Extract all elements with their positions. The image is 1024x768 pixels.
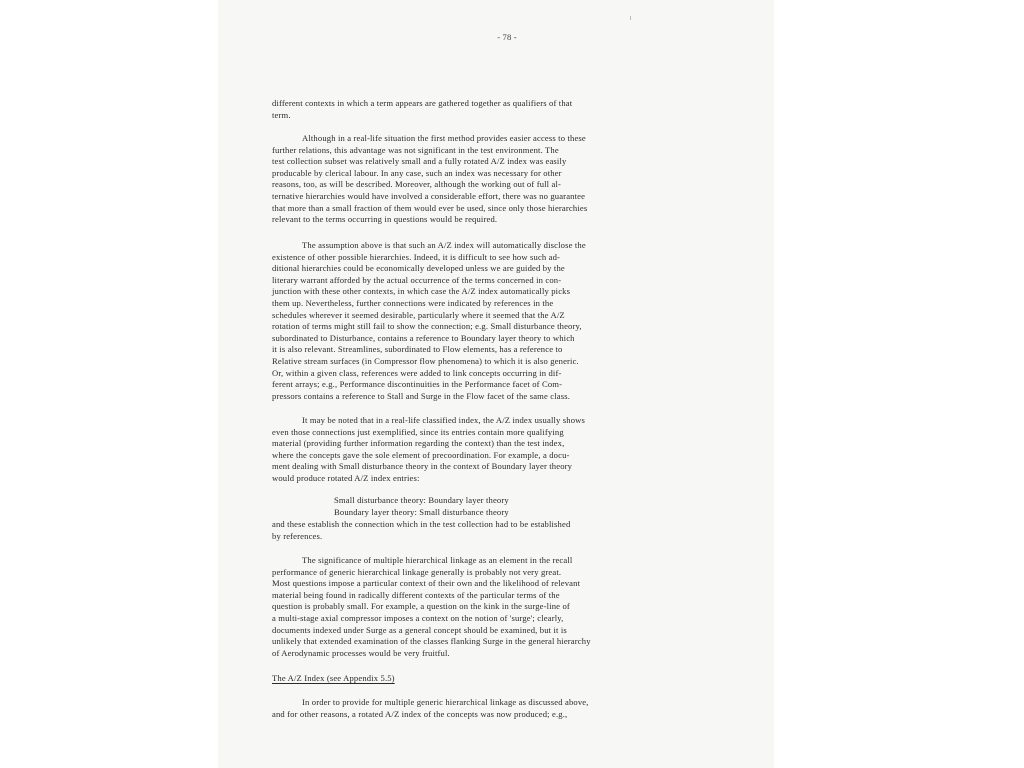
text-line: Or, within a given class, references were added to link concepts occurring in dif- xyxy=(272,367,562,378)
text-line: documents indexed under Surge as a general concept should be examined, but it is xyxy=(272,624,567,635)
text-line: by references. xyxy=(272,530,323,541)
text-line: it is also relevant. Streamlines, subordinated to Flow elements, has a reference to xyxy=(272,344,563,355)
text-line: producable by clerical labour. In any case, such an index was necessary for other xyxy=(272,167,562,178)
text-line: further relations, this advantage was not significant in the test environment. The xyxy=(272,144,559,155)
text-line: pressors contains a reference to Stall and Surge in the Flow facet of the same class. xyxy=(272,390,571,401)
paragraph-4 xyxy=(272,415,742,485)
text-line: junction with these other contexts, in which case the A/Z index automatically picks xyxy=(272,286,571,297)
text-line: material (providing further information regarding the context) than the test index, xyxy=(272,438,565,449)
text-line: relevant to the terms occurring in questions would be required. xyxy=(272,214,498,225)
text-line: and these establish the connection which in the test collection had to be established xyxy=(272,519,571,529)
paragraph-3 xyxy=(272,240,742,402)
text-line: schedules wherever it seemed desirable, particularly where it seemed that the A/Z xyxy=(272,309,565,320)
text-line: and for other reasons, a rotated A/Z index of the concepts was now produced; e.g., xyxy=(272,708,568,719)
paragraph-5 xyxy=(272,519,742,542)
text-line: even those connections just exemplified, since its entries contain more qualifying xyxy=(272,426,564,437)
text-line: term. xyxy=(272,109,291,120)
index-entries xyxy=(334,495,509,518)
text-line: Most questions impose a particular context of their own and the likelihood of relevant xyxy=(272,578,581,589)
index-entry: Boundary layer theory: Small disturbance theory xyxy=(334,506,509,517)
paragraph-2 xyxy=(272,133,742,226)
text-line: test collection subset was relatively small and a fully rotated A/Z index was easily xyxy=(272,156,567,167)
text-line: Relative stream surfaces (in Compressor flow phenomena) to which it is also generic. xyxy=(272,355,579,366)
text-line: would produce rotated A/Z index entries: xyxy=(272,472,420,483)
paragraph-1 xyxy=(272,98,742,121)
text-line: different contexts in which a term appears are gathered together as qualifiers of that xyxy=(272,98,573,108)
text-line: rotation of terms might still fail to show the connection; e.g. Small disturbance theory, xyxy=(272,321,582,332)
text-line: ditional hierarchies could be economically developed unless we are guided by the xyxy=(272,263,565,274)
text-line: literary warrant afforded by the actual occurrence of the terms concerned in con- xyxy=(272,274,562,285)
page-number: - 78 - xyxy=(497,32,517,42)
text-line: In order to provide for multiple generic hierarchical linkage as discussed above, xyxy=(302,697,589,707)
text-line: performance of generic hierarchical linkage generally is probably not very great. xyxy=(272,566,562,577)
text-line: where the concepts gave the sole element of precoordination. For example, a docu- xyxy=(272,449,570,460)
text-line: The assumption above is that such an A/Z index will automatically disclose the xyxy=(302,240,586,250)
text-line: It may be noted that in a real-life classified index, the A/Z index usually shows xyxy=(302,415,586,425)
text-line: ferent arrays; e.g., Performance discontinuities in the Performance facet of Com- xyxy=(272,379,563,390)
text-line: reasons, too, as will be described. Moreover, although the working out of full al- xyxy=(272,179,562,190)
index-entry: Small disturbance theory: Boundary layer theory xyxy=(334,495,509,505)
text-line: of Aerodynamic processes would be very fruitful. xyxy=(272,647,450,658)
text-line: ment dealing with Small disturbance theory in the context of Boundary layer theory xyxy=(272,461,573,472)
text-line: ternative hierarchies would have involved a considerable effort, there was no guarantee xyxy=(272,190,586,201)
text-line: a multi-stage axial compressor imposes a context on the notion of 'surge'; clearly, xyxy=(272,612,564,623)
text-line: unlikely that extended examination of the classes flanking Surge in the general hierarchy xyxy=(272,636,591,647)
paragraph-6 xyxy=(272,555,742,659)
text-line: material being found in radically different contexts of the particular terms of the xyxy=(272,589,560,600)
text-line: existence of other possible hierarchies. Indeed, it is difficult to see how such ad- xyxy=(272,251,561,262)
text-line: Although in a real-life situation the first method provides easier access to these xyxy=(302,133,586,143)
text-line: subordinated to Disturbance, contains a reference to Boundary layer theory to which xyxy=(272,332,575,343)
section-heading: The A/Z Index (see Appendix 5.5) xyxy=(272,673,395,683)
scan-speck xyxy=(630,16,631,20)
text-line: that more than a small fraction of them would ever be used, since only those hierarchies xyxy=(272,202,588,213)
text-line: question is probably small. For example, a question on the kink in the surge-line of xyxy=(272,601,570,612)
paragraph-7 xyxy=(272,697,742,720)
text-line: The significance of multiple hierarchical linkage as an element in the recall xyxy=(302,555,573,565)
text-line: them up. Nevertheless, further connections were indicated by references in the xyxy=(272,297,554,308)
